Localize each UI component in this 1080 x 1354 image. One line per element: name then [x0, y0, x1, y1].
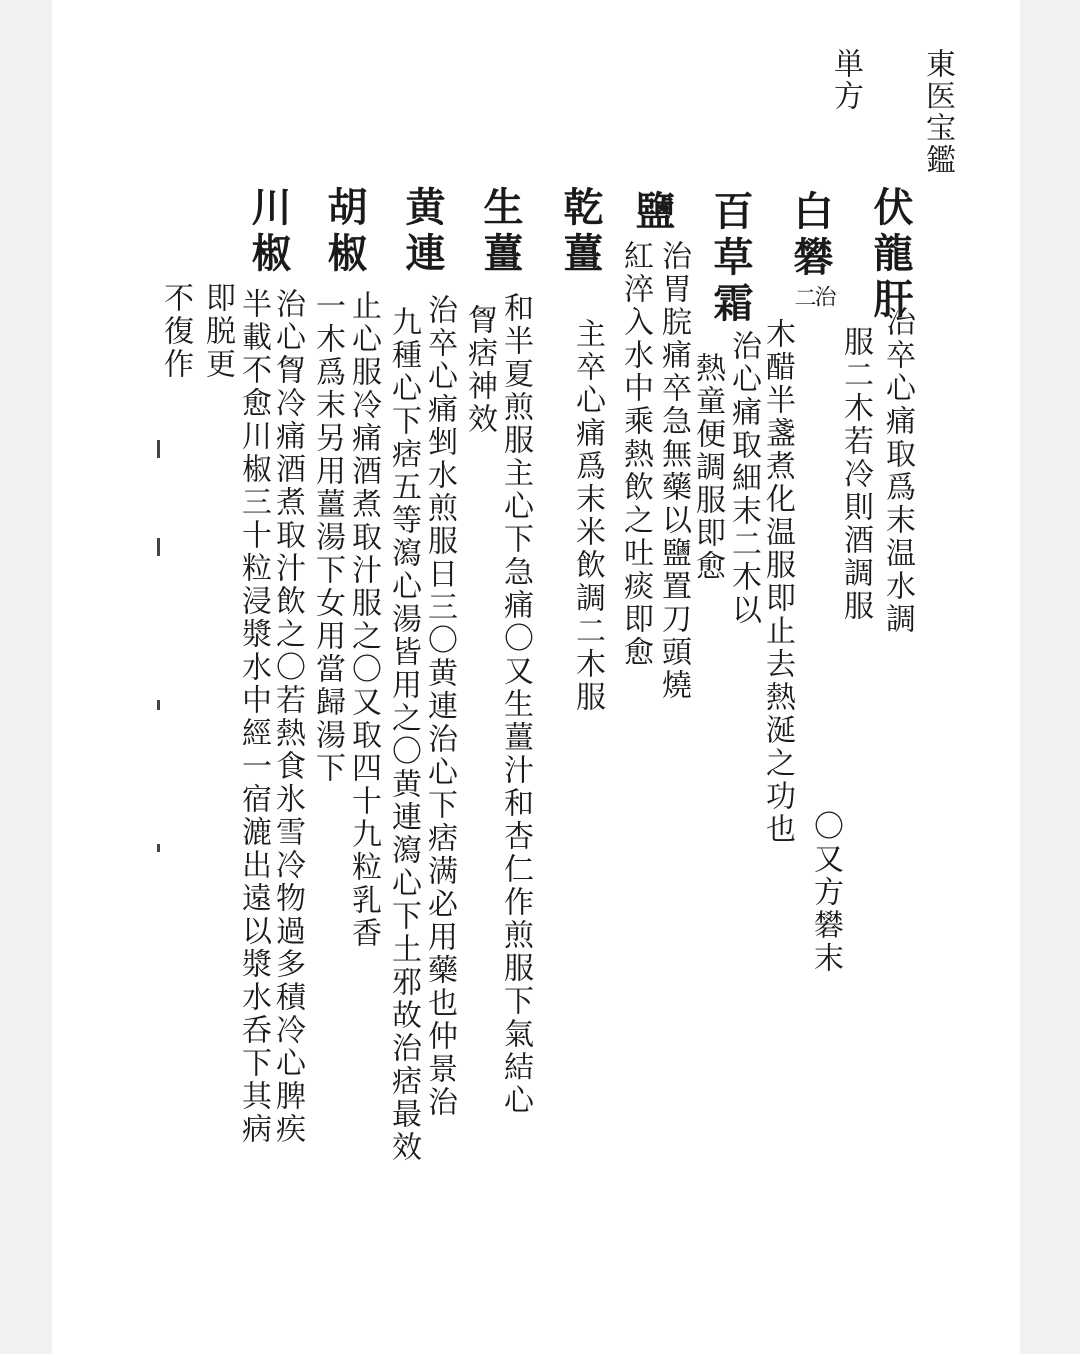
entry-text-baicaoshuang-2: 熱童便調服即愈 — [690, 352, 725, 583]
entry-text-baicaoshuang-1: 治心痛取細末二木以 — [726, 330, 761, 627]
entry-text-huanglian-2: 九種心下痞五等瀉心湯皆用之〇黄連瀉心下土邪故治痞最效 — [386, 306, 421, 1164]
entry-text-shengjiang-1: 和半夏煎服主心下急痛〇又生薑汁和杏仁作煎服下氣結心 — [498, 292, 533, 1117]
entry-text-baifan-1: 木醋半盞煮化温服即止去熱涎之功也 — [760, 318, 795, 846]
entry-text-hujiao-1: 止心服冷痛酒煮取汁服之〇又取四十九粒乳香 — [346, 290, 381, 950]
entry-prefix-baifan: 治 — [811, 285, 836, 309]
entry-name-fulonggan: 伏龍肝 — [867, 186, 914, 324]
entry-text-chuanjiao-2: 半載不愈川椒三十粒浸漿水中經一宿漉出遠以漿水呑下其病 — [236, 288, 271, 1146]
entry-note-baifan: 二 — [791, 286, 816, 310]
entry-name-chuanjiao: 川椒 — [245, 186, 292, 278]
entry-text-huanglian-1: 治卒心痛剉水煎服日三〇黄連治心下痞满必用藥也仲景治 — [422, 294, 457, 1119]
entry-name-shengjiang: 生薑 — [477, 186, 524, 278]
entry-text-yan-2: 紅淬入水中乘熱飲之吐痰即愈 — [618, 240, 653, 669]
entry-name-yan: 鹽 — [629, 190, 676, 236]
entry-text-ganjiang-1: 主卒心痛爲末米飲調二木服 — [570, 318, 605, 714]
section-title: 単方 — [828, 48, 863, 112]
entry-text-fulonggan-1: 治卒心痛取爲末温水調 — [880, 306, 915, 636]
document-page — [52, 0, 1020, 1354]
entry-text-hujiao-2: 一木爲末另用薑湯下女用當歸湯下 — [310, 290, 345, 785]
entry-name-hujiao: 胡椒 — [321, 186, 368, 278]
closing-text-1: 即脱更 — [200, 282, 235, 381]
entry-text-shengjiang-2: 胷痞神效 — [462, 304, 497, 436]
entry-text-fulonggan-2: 服二木若冷則酒調服 — [838, 326, 873, 623]
book-title: 東医宝鑑 — [920, 48, 955, 176]
scan-mark — [157, 538, 160, 556]
closing-text-2: 不復作 — [158, 282, 193, 381]
entry-name-baifan: 白礬 — [787, 190, 834, 282]
entry-name-ganjiang: 乾薑 — [557, 186, 604, 278]
scan-mark — [157, 440, 160, 458]
entry-text-yan-1: 治胃脘痛卒急無藥以鹽置刀頭燒 — [656, 240, 691, 702]
entry-text-baifan-2: 〇又方礬末 — [808, 810, 843, 975]
scan-mark — [157, 844, 160, 852]
entry-name-baicaoshuang: 百草霜 — [707, 190, 754, 328]
scan-mark — [157, 700, 160, 710]
entry-text-chuanjiao-1: 治心胷冷痛酒煮取汁飲之〇若熱食氷雪冷物過多積冷心脾疾 — [270, 288, 305, 1146]
entry-name-huanglian: 黄連 — [399, 186, 446, 278]
